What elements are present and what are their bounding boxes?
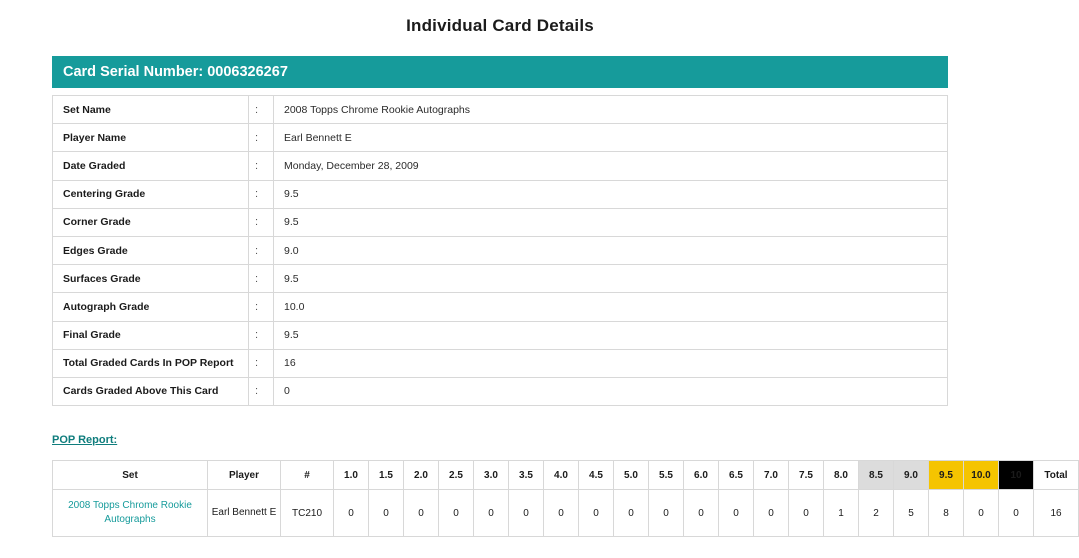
detail-label: Set Name — [53, 96, 249, 124]
pop-cell-grade-10: 0 — [999, 490, 1034, 537]
pop-header-grade-1-0: 1.0 — [334, 461, 369, 490]
pop-header-total: Total — [1034, 461, 1079, 490]
table-row — [53, 490, 1079, 537]
detail-colon: : — [249, 96, 274, 124]
pop-header-number: # — [281, 461, 334, 490]
table-row — [53, 377, 948, 405]
detail-value: 9.5 — [274, 180, 948, 208]
detail-label: Autograph Grade — [53, 293, 249, 321]
pop-header-row — [53, 461, 1079, 490]
pop-header-grade-9-0: 9.0 — [894, 461, 929, 490]
pop-cell-player — [208, 490, 281, 537]
detail-value: Earl Bennett E — [274, 124, 948, 152]
detail-colon: : — [249, 265, 274, 293]
detail-colon: : — [249, 377, 274, 405]
pop-header-grade-6-5: 6.5 — [719, 461, 754, 490]
pop-header-grade-8-5: 8.5 — [859, 461, 894, 490]
detail-value: 10.0 — [274, 293, 948, 321]
detail-label: Player Name — [53, 124, 249, 152]
detail-label: Edges Grade — [53, 236, 249, 264]
pop-cell-grade-6-5: 0 — [719, 490, 754, 537]
pop-header-grade-5-0: 5.0 — [614, 461, 649, 490]
pop-cell-total[interactable]: 16 — [1034, 490, 1079, 537]
pop-report-head — [53, 461, 1079, 490]
detail-colon: : — [249, 124, 274, 152]
table-row — [53, 321, 948, 349]
pop-cell-grade-5-5: 0 — [649, 490, 684, 537]
table-row — [53, 96, 948, 124]
pop-cell-grade-4-0: 0 — [544, 490, 579, 537]
pop-header-grade-7-5: 7.5 — [789, 461, 824, 490]
detail-colon: : — [249, 180, 274, 208]
detail-colon: : — [249, 293, 274, 321]
pop-header-grade-9-5: 9.5 — [929, 461, 964, 490]
table-row — [53, 208, 948, 236]
pop-header-grade-3-5: 3.5 — [509, 461, 544, 490]
pop-cell-number: TC210 — [281, 490, 334, 537]
pop-cell-grade-1-5: 0 — [369, 490, 404, 537]
pop-report-body — [53, 490, 1079, 537]
pop-cell-grade-9-5[interactable]: 8 — [929, 490, 964, 537]
detail-label: Cards Graded Above This Card — [53, 377, 249, 405]
pop-header-grade-10: 10 — [999, 461, 1034, 490]
detail-colon: : — [249, 208, 274, 236]
pop-cell-grade-3-0: 0 — [474, 490, 509, 537]
table-row — [53, 293, 948, 321]
detail-colon: : — [249, 152, 274, 180]
detail-colon: : — [249, 321, 274, 349]
pop-cell-grade-9-0[interactable]: 5 — [894, 490, 929, 537]
table-row — [53, 349, 948, 377]
detail-label: Total Graded Cards In POP Report — [53, 349, 249, 377]
pop-cell-grade-6-0: 0 — [684, 490, 719, 537]
content-container — [52, 56, 1068, 537]
pop-cell-grade-3-5: 0 — [509, 490, 544, 537]
detail-value: 9.0 — [274, 236, 948, 264]
detail-value: 9.5 — [274, 321, 948, 349]
pop-player-name: Earl Bennett E — [211, 507, 277, 519]
pop-header-grade-7-0: 7.0 — [754, 461, 789, 490]
pop-header-grade-4-0: 4.0 — [544, 461, 579, 490]
pop-header-player: Player — [208, 461, 281, 490]
pop-cell-grade-5-0: 0 — [614, 490, 649, 537]
detail-colon: : — [249, 236, 274, 264]
detail-value: 9.5 — [274, 208, 948, 236]
detail-label: Date Graded — [53, 152, 249, 180]
table-row — [53, 236, 948, 264]
card-serial-banner: Card Serial Number: 0006326267 — [52, 56, 948, 88]
pop-cell-grade-7-5: 0 — [789, 490, 824, 537]
detail-value: Monday, December 28, 2009 — [274, 152, 948, 180]
card-details-body — [53, 96, 948, 406]
pop-cell-grade-7-0: 0 — [754, 490, 789, 537]
pop-header-grade-8-0: 8.0 — [824, 461, 859, 490]
detail-label: Final Grade — [53, 321, 249, 349]
table-row — [53, 265, 948, 293]
detail-value: 0 — [274, 377, 948, 405]
table-row — [53, 124, 948, 152]
pop-header-grade-5-5: 5.5 — [649, 461, 684, 490]
pop-header-grade-6-0: 6.0 — [684, 461, 719, 490]
pop-header-grade-3-0: 3.0 — [474, 461, 509, 490]
pop-header-grade-2-5: 2.5 — [439, 461, 474, 490]
pop-header-grade-2-0: 2.0 — [404, 461, 439, 490]
table-row — [53, 180, 948, 208]
pop-header-grade-1-5: 1.5 — [369, 461, 404, 490]
pop-header-set: Set — [53, 461, 208, 490]
detail-label: Centering Grade — [53, 180, 249, 208]
pop-cell-grade-8-0[interactable]: 1 — [824, 490, 859, 537]
detail-value: 16 — [274, 349, 948, 377]
pop-set-link[interactable]: 2008 Topps Chrome Rookie Autographs — [68, 500, 192, 526]
table-row — [53, 152, 948, 180]
detail-value: 2008 Topps Chrome Rookie Autographs — [274, 96, 948, 124]
pop-cell-grade-4-5: 0 — [579, 490, 614, 537]
page-title: Individual Card Details — [406, 16, 594, 35]
pop-header-grade-10-0: 10.0 — [964, 461, 999, 490]
pop-cell-set — [53, 490, 208, 537]
pop-cell-grade-1-0: 0 — [334, 490, 369, 537]
detail-colon: : — [249, 349, 274, 377]
pop-report-table — [52, 460, 1079, 537]
pop-cell-grade-8-5[interactable]: 2 — [859, 490, 894, 537]
pop-cell-grade-10-0: 0 — [964, 490, 999, 537]
pop-report-link[interactable]: POP Report: — [52, 434, 118, 447]
card-details-table — [52, 95, 948, 406]
pop-header-grade-4-5: 4.5 — [579, 461, 614, 490]
detail-label: Corner Grade — [53, 208, 249, 236]
pop-cell-grade-2-0: 0 — [404, 490, 439, 537]
detail-label: Surfaces Grade — [53, 265, 249, 293]
pop-cell-grade-2-5: 0 — [439, 490, 474, 537]
detail-value: 9.5 — [274, 265, 948, 293]
